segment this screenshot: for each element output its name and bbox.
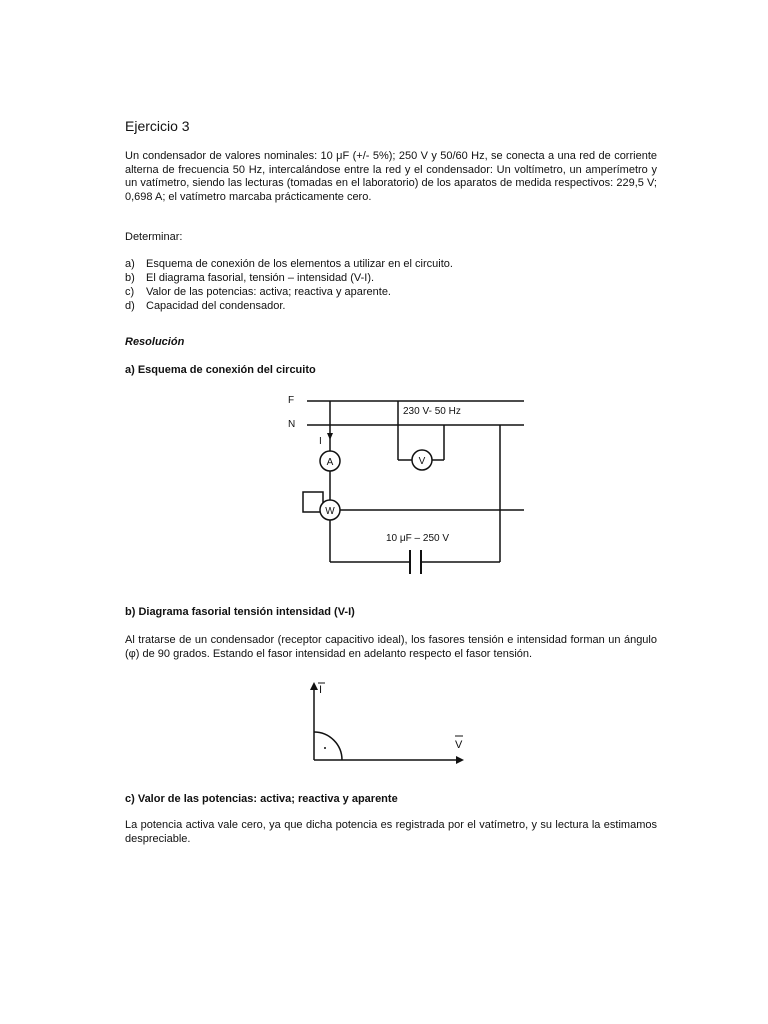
section-b-heading: b) Diagrama fasorial tensión intensidad (V-I)	[125, 606, 355, 618]
current-label: I	[319, 436, 322, 447]
current-phasor-label: I	[319, 684, 323, 696]
task-item: a) Esquema de conexión de los elementos a utilizar en el circuito.	[125, 258, 453, 270]
task-item: d) Capacidad del condensador.	[125, 300, 286, 312]
task-item: c) Valor de las potencias: activa; reactiva y aparente.	[125, 286, 391, 298]
section-c-heading: c) Valor de las potencias: activa; reactiva y aparente	[125, 793, 398, 805]
supply-label: 230 V- 50 Hz	[403, 406, 461, 417]
line-n-label: N	[288, 419, 296, 430]
section-c-text: La potencia activa vale cero, ya que dicha potencia es registrada por el vatímetro, y su lectura la estimamos despreciable.	[125, 819, 657, 845]
angle-arc	[314, 732, 342, 760]
ammeter-label: A	[326, 457, 334, 468]
circuit-diagram	[280, 390, 540, 580]
phasor-diagram	[300, 678, 480, 770]
voltmeter-label: V	[418, 456, 426, 467]
section-b-text: Al tratarse de un condensador (receptor capacitivo ideal), los fasores tensión e intensidad forman un ángulo (φ) de 90 grados. Estando el fasor intensidad en adelanto respecto el fasor tensión.	[125, 634, 657, 660]
capacitor-label: 10 μF – 250 V	[386, 533, 450, 544]
line-f-label: F	[288, 395, 295, 406]
current-arrow	[327, 433, 333, 440]
task-list	[125, 257, 453, 313]
exercise-title: Ejercicio 3	[125, 118, 190, 134]
resolucion-heading: Resolución	[125, 336, 185, 348]
task-item: b) El diagrama fasorial, tensión – intensidad (V-I).	[125, 272, 375, 284]
determinar-label: Determinar:	[125, 231, 183, 243]
voltage-phasor-label: V	[455, 739, 463, 751]
wattmeter-label: W	[325, 506, 335, 517]
section-a-heading: a) Esquema de conexión del circuito	[125, 364, 316, 376]
problem-statement: Un condensador de valores nominales: 10 μF (+/- 5%); 250 V y 50/60 Hz, se conecta a una red de corriente alterna de frecuencia 50 Hz, intercalándose entre la red y el condensador: Un voltímetro, un amperímetro y un vatímetro, siendo las lecturas (tomadas en el laboratorio) de los aparatos de medida respectivos: 229,5 V; 0,698 A; el vatímetro marcaba prácticamente cero.	[125, 150, 657, 203]
